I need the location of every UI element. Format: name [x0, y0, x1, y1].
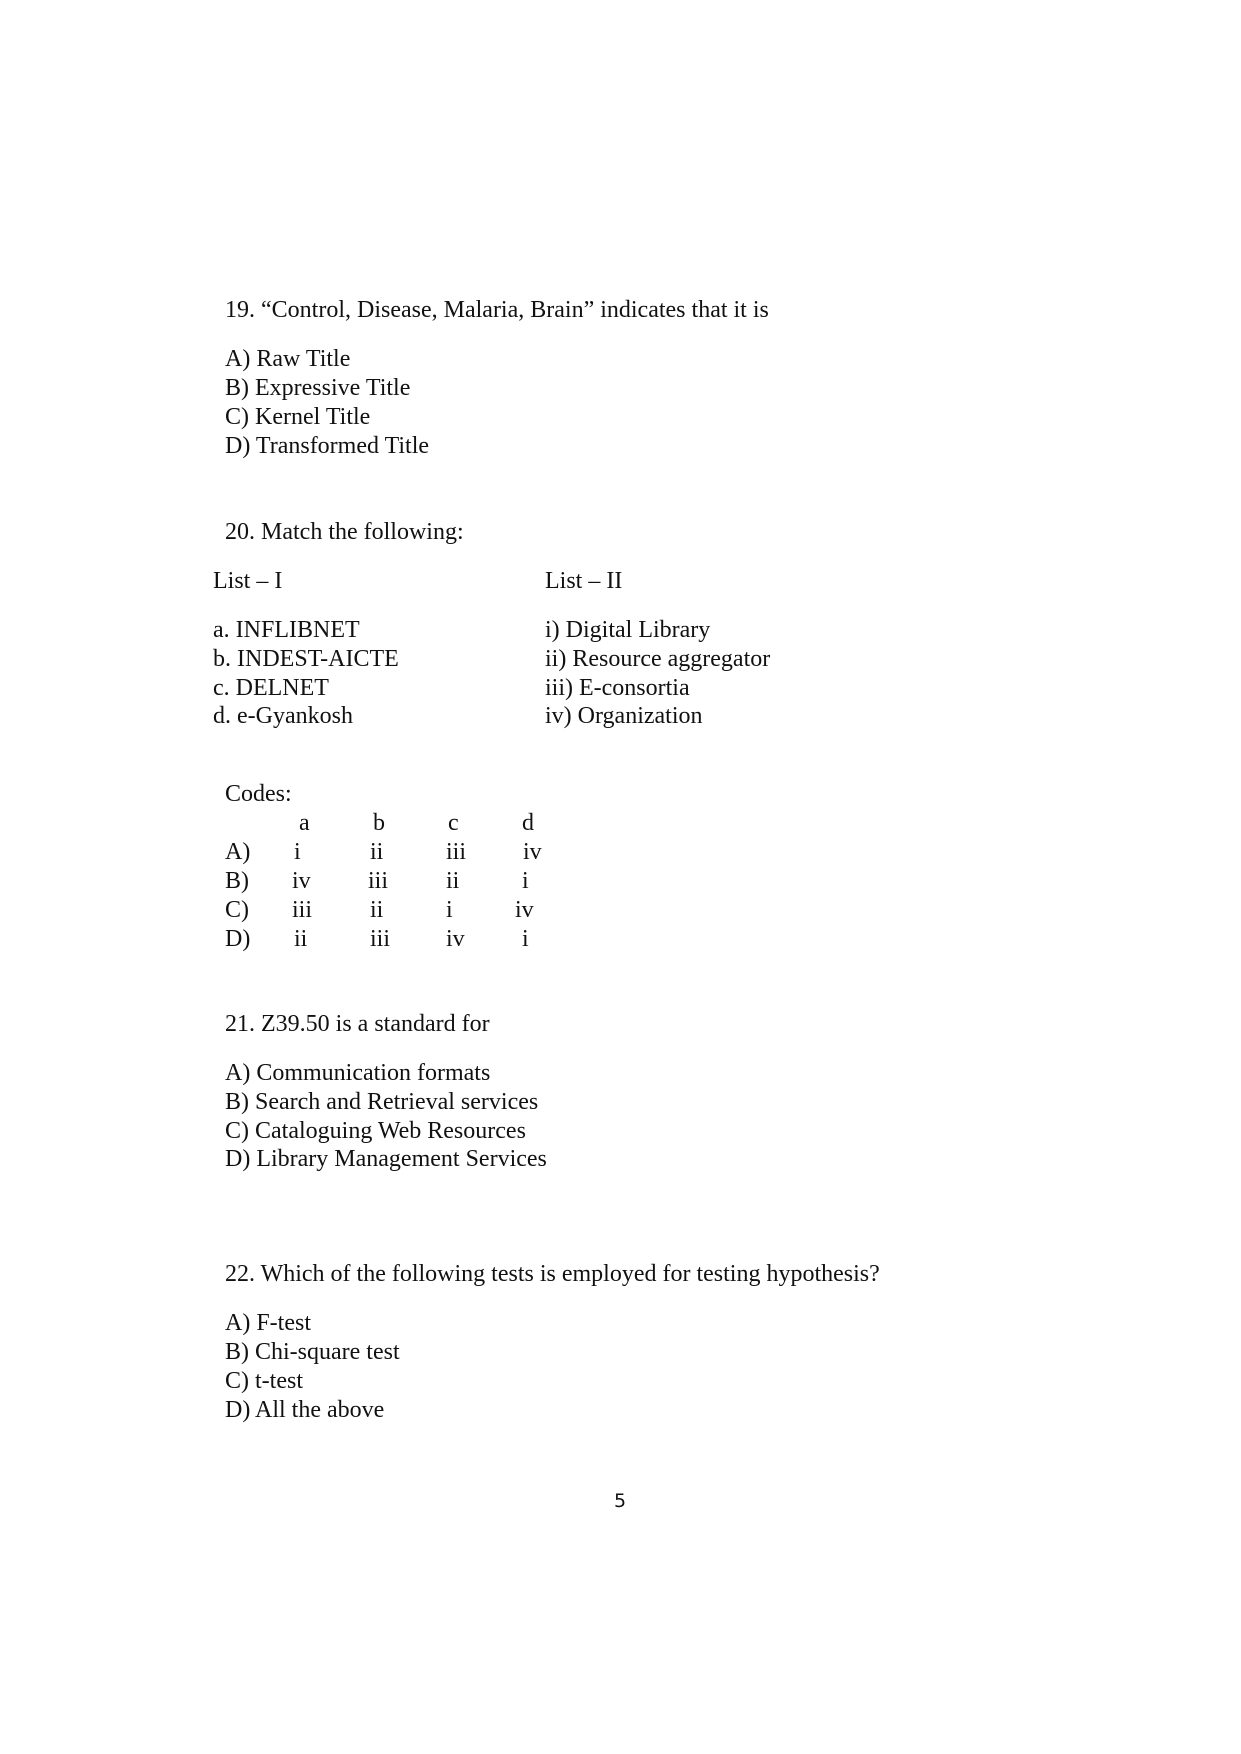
codes-header-c: c: [448, 810, 459, 836]
codes-label: Codes:: [225, 781, 292, 807]
codes-cell: i: [446, 897, 453, 923]
list2-item-iii: iii) E-consortia: [545, 675, 690, 701]
q19-option-d: D) Transformed Title: [225, 433, 430, 459]
codes-cell: iii: [292, 897, 313, 923]
question-20: 20. Match the following:: [225, 519, 464, 545]
codes-cell: iv: [292, 868, 311, 894]
list2-heading: List – II: [545, 568, 623, 594]
q22-option-b: B) Chi-square test: [225, 1339, 400, 1365]
codes-cell: ii: [294, 926, 308, 952]
codes-cell: i: [522, 868, 529, 894]
q22-option-c: C) t-test: [225, 1368, 303, 1394]
question-21: 21. Z39.50 is a standard for: [225, 1011, 490, 1037]
list1-item-a: a. INFLIBNET: [213, 617, 360, 643]
q22-option-d: D) All the above: [225, 1397, 385, 1423]
codes-cell: ii: [370, 839, 384, 865]
q19-option-c: C) Kernel Title: [225, 404, 371, 430]
codes-cell: i: [522, 926, 529, 952]
q22-option-a: A) F-test: [225, 1310, 311, 1336]
codes-header-a: a: [299, 810, 310, 836]
codes-cell: iv: [515, 897, 534, 923]
q19-option-a: A) Raw Title: [225, 346, 351, 372]
list1-item-c: c. DELNET: [213, 675, 329, 701]
q21-option-d: D) Library Management Services: [225, 1146, 547, 1172]
q21-option-a: A) Communication formats: [225, 1060, 491, 1086]
codes-cell: iv: [523, 839, 542, 865]
question-22: 22. Which of the following tests is employed for testing hypothesis?: [225, 1261, 880, 1287]
list2-item-iv: iv) Organization: [545, 703, 703, 729]
list2-item-ii: ii) Resource aggregator: [545, 646, 771, 672]
codes-cell: iii: [370, 926, 391, 952]
codes-row-label: D): [225, 926, 251, 952]
codes-header-d: d: [522, 810, 534, 836]
codes-row-label: C): [225, 897, 249, 923]
list1-item-d: d. e-Gyankosh: [213, 703, 353, 729]
page-number: 5: [614, 1490, 627, 1512]
codes-row-label: B): [225, 868, 249, 894]
q21-option-b: B) Search and Retrieval services: [225, 1089, 539, 1115]
codes-row-label: A): [225, 839, 251, 865]
q19-option-b: B) Expressive Title: [225, 375, 411, 401]
list1-heading: List – I: [213, 568, 283, 594]
codes-cell: iii: [446, 839, 467, 865]
codes-cell: iii: [368, 868, 389, 894]
codes-cell: i: [294, 839, 301, 865]
codes-cell: ii: [370, 897, 384, 923]
list1-item-b: b. INDEST-AICTE: [213, 646, 399, 672]
codes-cell: ii: [446, 868, 460, 894]
q21-option-c: C) Cataloguing Web Resources: [225, 1118, 526, 1144]
codes-cell: iv: [446, 926, 465, 952]
codes-header-b: b: [373, 810, 385, 836]
question-19: 19. “Control, Disease, Malaria, Brain” indicates that it is: [225, 297, 769, 323]
list2-item-i: i) Digital Library: [545, 617, 711, 643]
